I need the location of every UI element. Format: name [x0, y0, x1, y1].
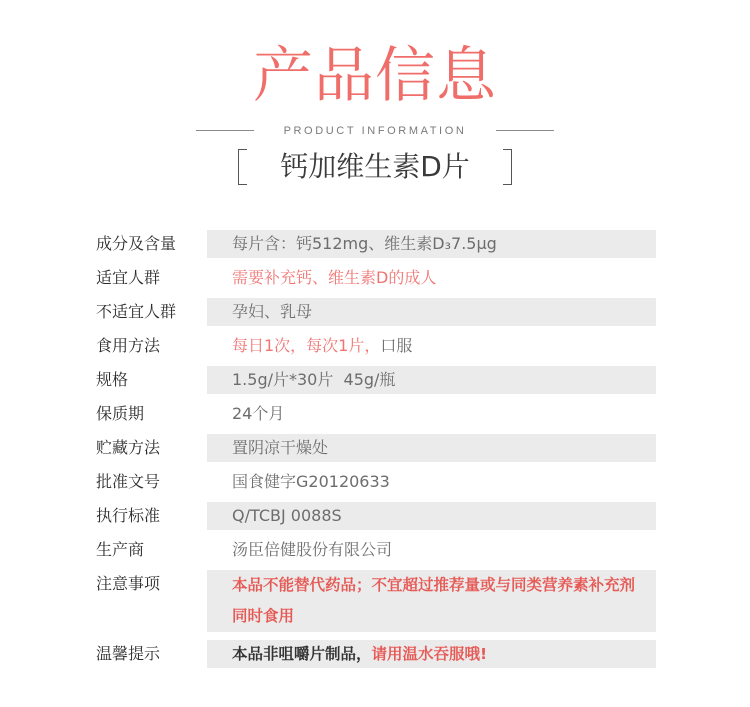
table-row-storage [96, 434, 656, 462]
row-label: 贮藏方法 [96, 438, 161, 457]
row-label: 不适宜人群 [96, 302, 177, 321]
row-value: 汤臣倍健股份有限公司 [232, 540, 393, 559]
table-row-spec [96, 366, 656, 394]
bracket-right [503, 149, 512, 185]
page-subtitle: PRODUCT INFORMATION [283, 125, 467, 137]
table-row-tip [96, 640, 656, 668]
row-label: 注意事项 [96, 574, 161, 593]
table-row-approval [96, 468, 656, 496]
tip-plain: 本品非咀嚼片制品， [232, 645, 372, 663]
row-label: 成分及含量 [96, 234, 177, 253]
table-row-ingredients [96, 230, 656, 258]
product-name: 钙加维生素D片 [280, 150, 470, 183]
row-label: 生产商 [96, 540, 145, 559]
table-row-unsuitable [96, 298, 656, 326]
row-value: 本品不能替代药品；不宜超过推荐量或与同类营养素补充剂同时食用 [207, 570, 656, 632]
table-row-shelf-life [96, 400, 656, 428]
row-value: 国食健字G20120633 [232, 472, 390, 491]
row-label: 保质期 [96, 404, 145, 423]
row-label: 温馨提示 [96, 644, 161, 663]
table-row-standard [96, 502, 656, 530]
row-label: 批准文号 [96, 472, 161, 491]
usage-highlight: 每日1次，每次1片， [232, 336, 381, 355]
row-value: 置阴凉干燥处 [207, 434, 656, 462]
page-title: 产品信息 [253, 41, 497, 111]
row-value: 孕妇、乳母 [207, 298, 656, 326]
table-row-suitable [96, 264, 656, 292]
usage-rest: 口服 [380, 336, 413, 355]
subtitle-row [0, 124, 750, 138]
row-label: 规格 [96, 370, 129, 389]
product-name-box [238, 149, 512, 185]
subtitle-divider-right [496, 130, 554, 131]
row-value: 24个月 [232, 404, 285, 423]
row-value [207, 640, 656, 668]
table-row-notice [96, 570, 656, 632]
row-value: 需要补充钙、维生素D的成人 [232, 268, 437, 287]
row-label: 执行标准 [96, 506, 161, 525]
row-value [207, 332, 656, 360]
row-value: Q/TCBJ 0088S [207, 502, 656, 530]
tip-highlight: 请用温水吞服哦! [371, 645, 488, 663]
table-row-manufacturer [96, 536, 656, 564]
row-value: 1.5g/片*30片 45g/瓶 [207, 366, 656, 394]
row-value: 每片含：钙512mg、维生素D₃7.5μg [207, 230, 656, 258]
row-label: 适宜人群 [96, 268, 161, 287]
table-row-usage [96, 332, 656, 360]
row-label: 食用方法 [96, 336, 161, 355]
